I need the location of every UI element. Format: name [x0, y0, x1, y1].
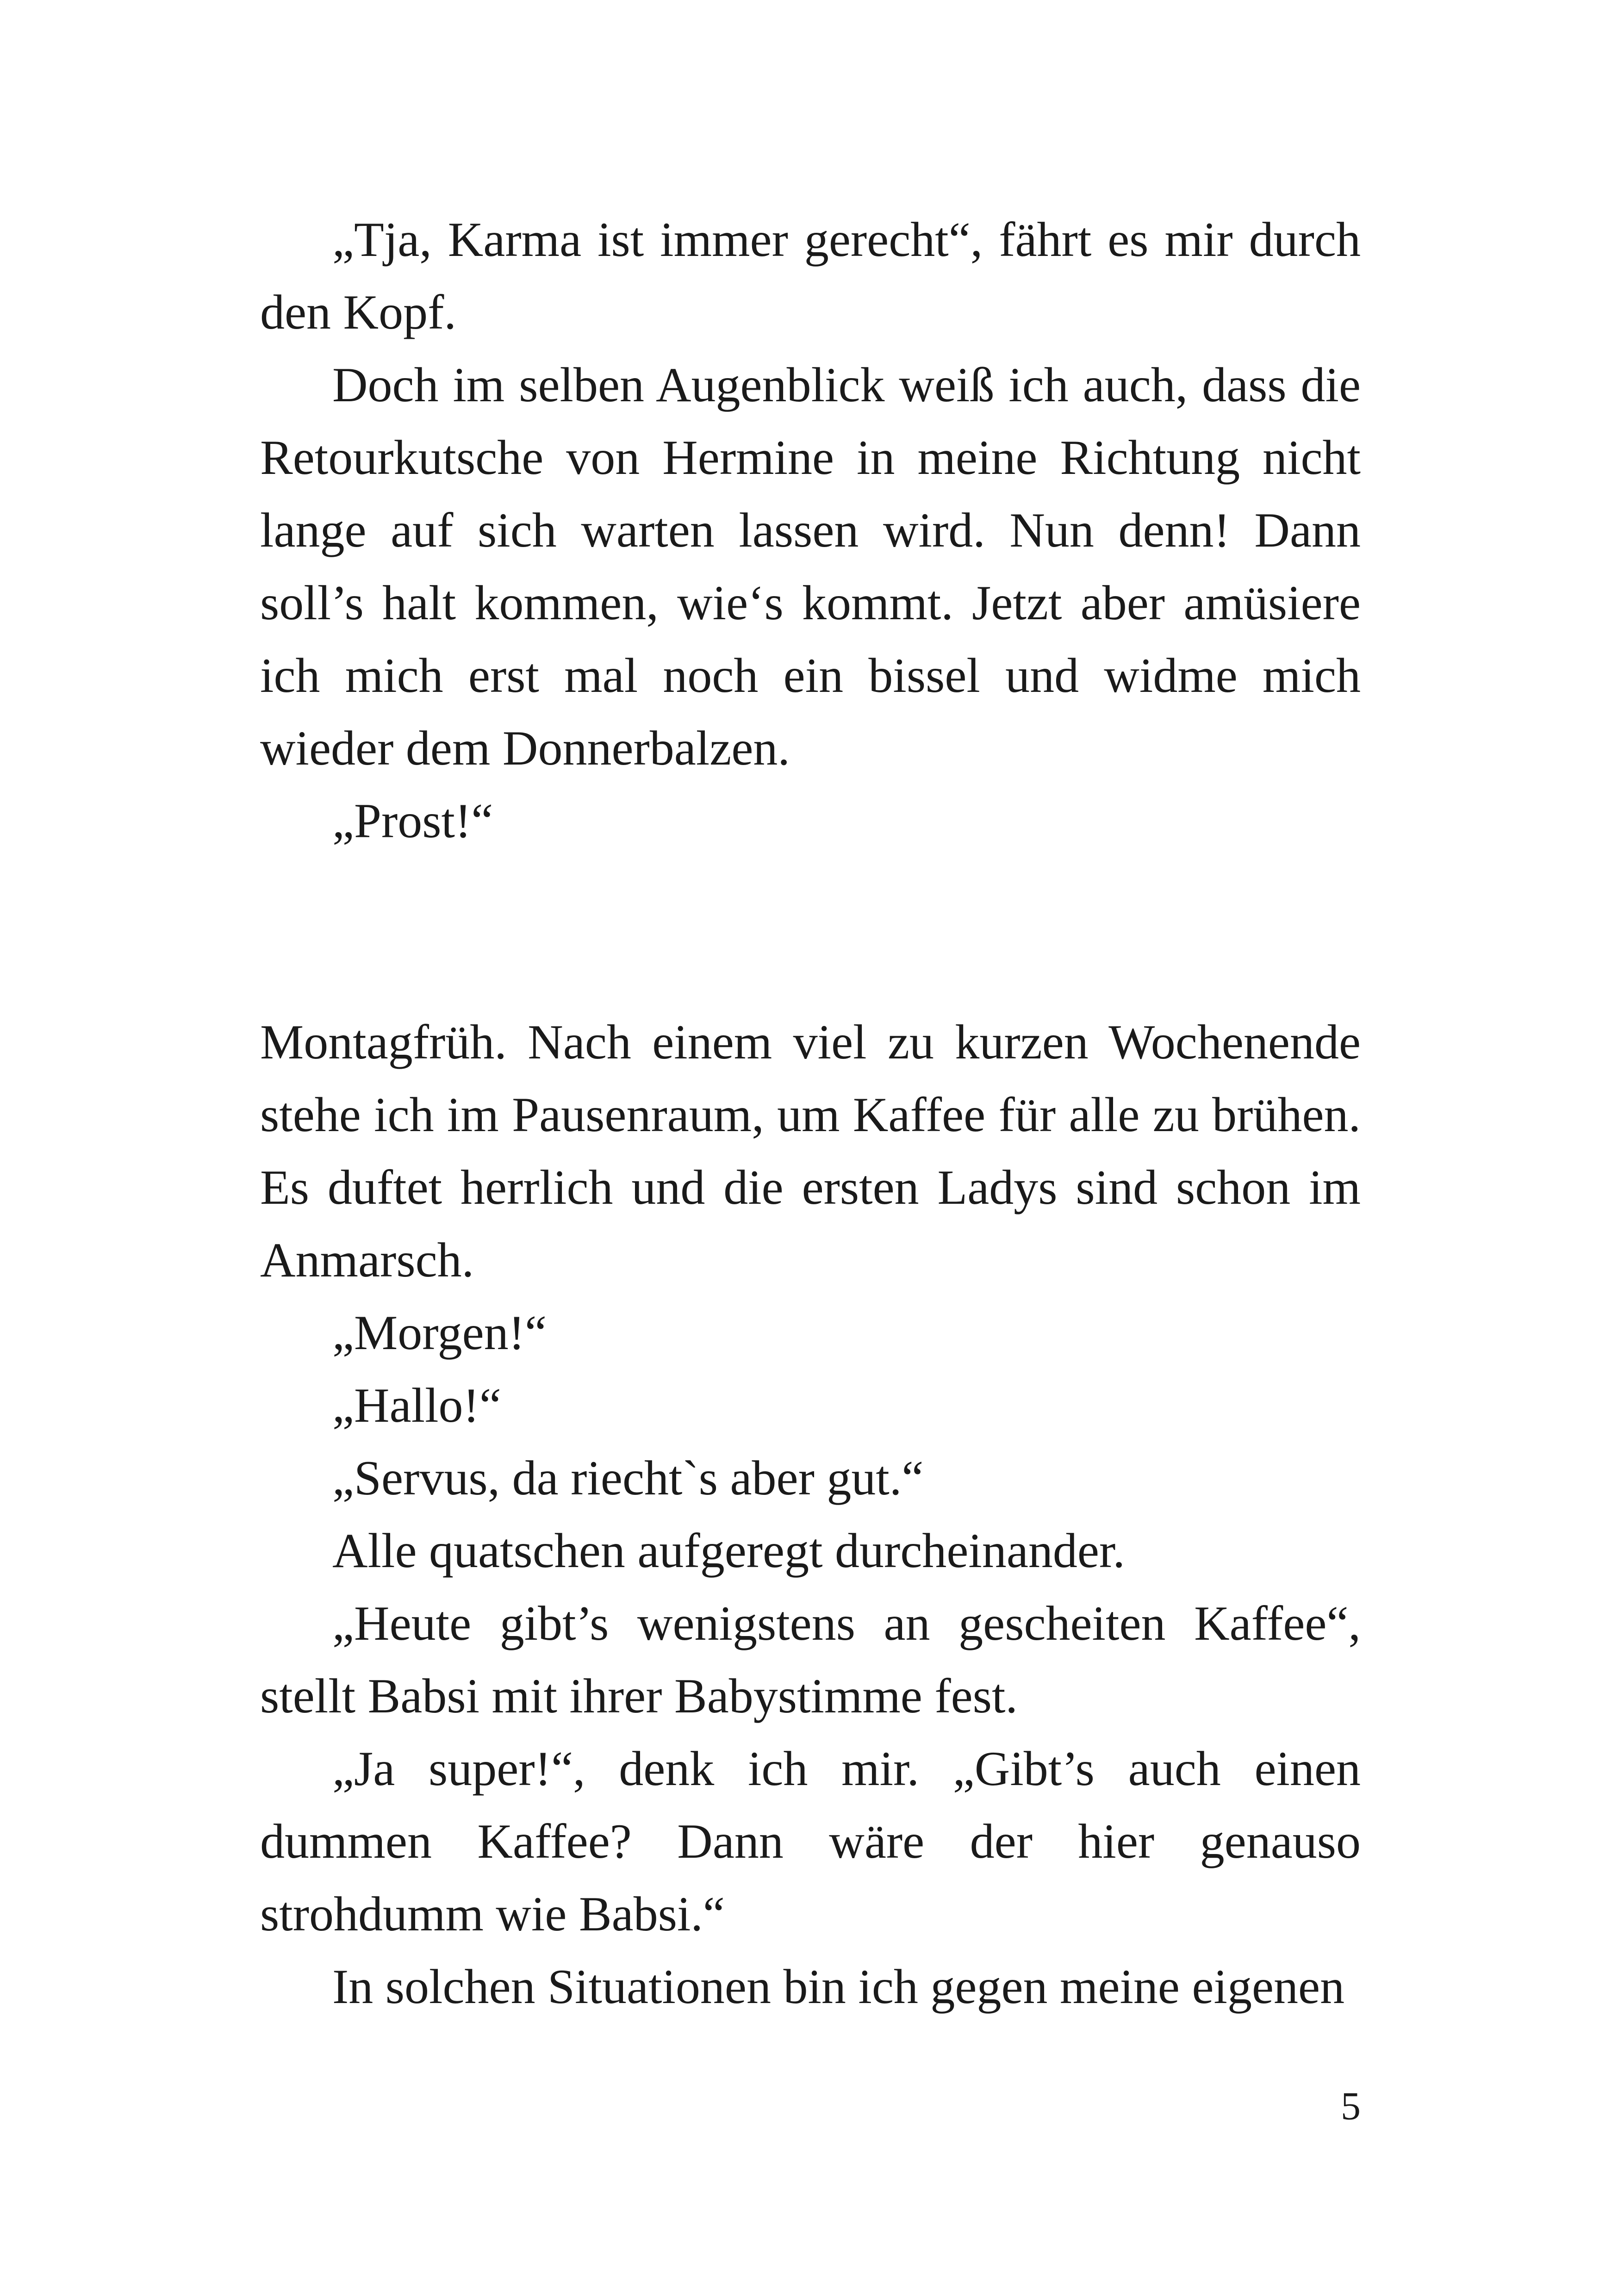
paragraph: In solchen Situationen bin ich gegen meine eigenen [332, 1960, 1345, 2014]
paragraph: „Servus, da riecht`s aber gut.“ [332, 1451, 924, 1505]
paragraph: Montagfrüh. Nach einem viel zu kurzen Wochenende stehe ich im Pausenraum, um Kaffee für alle zu brühen. Es duftet herrlich und die ersten Ladys sind schon im Anmarsch. [260, 1015, 1361, 1287]
text-section-2 [260, 1006, 1361, 2023]
paragraph: „Ja super!“, denk ich mir. „Gibt’s auch einen dummen Kaffee? Dann wäre der hier genauso strohdumm wie Babsi.“ [260, 1742, 1361, 1941]
page-number: 5 [1341, 2084, 1361, 2128]
paragraph: Alle quatschen aufgeregt durcheinander. [332, 1524, 1125, 1578]
paragraph: Doch im selben Augenblick weiß ich auch, dass die Retourkutsche von Hermine in meine Richtung nicht lange auf sich warten lassen wird. Nun denn! Dann soll’s halt kommen, wie‘s kommt. Jetzt aber amüsiere ich mich erst mal noch ein bissel und widme mich wieder dem Donnerbalzen. [260, 358, 1361, 775]
paragraph: „Morgen!“ [332, 1306, 547, 1360]
paragraph: „Tja, Karma ist immer gerecht“, fährt es mir durch den Kopf. [260, 212, 1361, 339]
paragraph: „Heute gibt’s wenigstens an gescheiten Kaffee“, stellt Babsi mit ihrer Babystimme fest. [260, 1596, 1361, 1723]
paragraph: „Prost!“ [332, 794, 493, 848]
paragraph: „Hallo!“ [332, 1378, 501, 1432]
text-section-1 [260, 203, 1361, 857]
